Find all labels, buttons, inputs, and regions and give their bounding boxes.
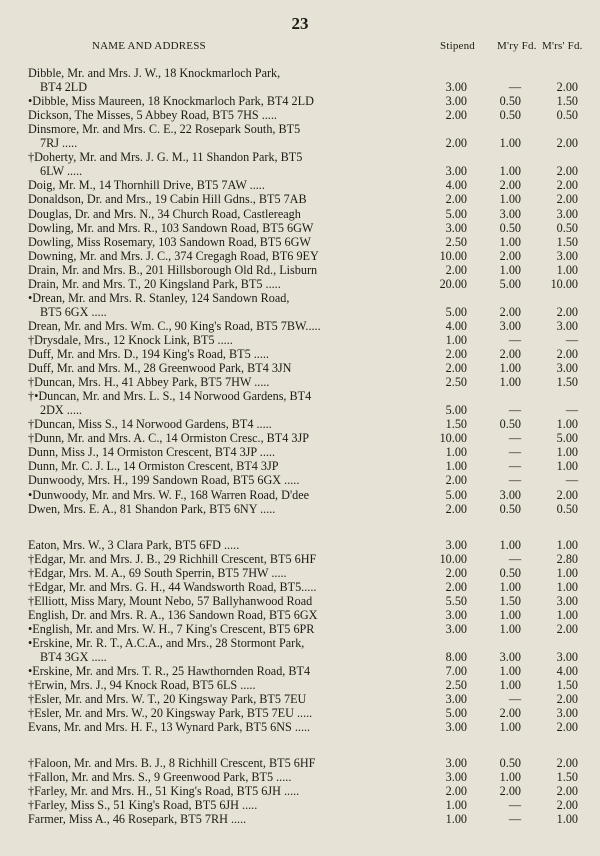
list-item xyxy=(0,207,600,221)
stipend-value: 3.00 xyxy=(445,221,467,235)
stipend-value: 3.00 xyxy=(445,94,467,108)
stipend-value: 3.00 xyxy=(445,720,467,734)
entry-name-address: Duff, Mr. and Mrs. D., 194 King's Road, BT5 ..... xyxy=(28,347,269,361)
missionary-fund-value: 1.00 xyxy=(499,538,521,552)
ministers-fund-value: 3.00 xyxy=(556,319,578,333)
entry-name-address: Dunwoody, Mrs. H., 199 Sandown Road, BT5 6GX ..... xyxy=(28,473,300,487)
stipend-value: 5.00 xyxy=(445,305,467,319)
ministers-fund-value: 2.00 xyxy=(556,347,578,361)
list-item xyxy=(0,417,600,431)
entry-name-address: †Edgar, Mr. and Mrs. G. H., 44 Wandsworth Road, BT5..... xyxy=(28,580,317,594)
stipend-value: 10.00 xyxy=(439,552,467,566)
list-item xyxy=(0,263,600,277)
ministers-fund-value: — xyxy=(565,473,578,487)
header-stipend: Stipend xyxy=(440,40,476,52)
ministers-fund-value: 1.00 xyxy=(556,812,578,826)
list-item xyxy=(0,770,600,784)
stipend-value: 2.00 xyxy=(445,347,467,361)
missionary-fund-value: 3.00 xyxy=(499,207,521,221)
ministers-fund-value: 2.00 xyxy=(556,720,578,734)
stipend-value: 3.00 xyxy=(445,608,467,622)
header-name-address: NAME AND ADDRESS xyxy=(92,40,206,52)
entry-name-address: Dinsmore, Mr. and Mrs. C. E., 22 Rosepark South, BT5 xyxy=(28,122,301,136)
ministers-fund-value: 4.00 xyxy=(556,664,578,678)
entry-name-address: 6LW ..... xyxy=(40,164,83,178)
ministers-fund-value: 0.50 xyxy=(556,221,578,235)
missionary-fund-value: 1.00 xyxy=(499,164,521,178)
stipend-value: 1.00 xyxy=(445,798,467,812)
missionary-fund-value: 1.00 xyxy=(499,192,521,206)
missionary-fund-value: 3.00 xyxy=(499,319,521,333)
entry-name-address: †Esler, Mr. and Mrs. W., 20 Kingsway Park, BT5 7EU ..... xyxy=(28,706,313,720)
missionary-fund-value: 0.50 xyxy=(499,566,521,580)
stipend-value: 4.00 xyxy=(445,319,467,333)
ministers-fund-value: 10.00 xyxy=(550,277,578,291)
missionary-fund-value: 2.00 xyxy=(499,305,521,319)
missionary-fund-value: — xyxy=(508,445,521,459)
entry-name-address: •Drean, Mr. and Mrs. R. Stanley, 124 Sandown Road, xyxy=(28,291,290,305)
list-item xyxy=(0,473,600,487)
missionary-fund-value: — xyxy=(508,552,521,566)
list-item xyxy=(0,580,600,594)
missionary-fund-value: 2.00 xyxy=(499,249,521,263)
entry-name-address: •Dibble, Miss Maureen, 18 Knockmarloch Park, BT4 2LD xyxy=(28,94,314,108)
list-item xyxy=(0,502,600,516)
stipend-value: 5.50 xyxy=(445,594,467,608)
entry-name-address: 7RJ ..... xyxy=(40,136,78,150)
entry-name-address: †Elliott, Miss Mary, Mount Nebo, 57 Ballyhanwood Road xyxy=(28,594,313,608)
entry-name-address: Downing, Mr. and Mrs. J. C., 374 Cregagh Road, BT6 9EY xyxy=(28,249,319,263)
entry-name-address: •Erskine, Mr. and Mrs. T. R., 25 Hawthornden Road, BT4 xyxy=(28,664,311,678)
entry-name-address: 2DX ..... xyxy=(40,403,82,417)
list-item xyxy=(0,333,600,347)
list-item xyxy=(0,720,600,734)
missionary-fund-value: 1.00 xyxy=(499,720,521,734)
missionary-fund-value: 0.50 xyxy=(499,108,521,122)
stipend-value: 1.00 xyxy=(445,333,467,347)
list-item xyxy=(0,431,600,445)
list-item xyxy=(0,136,600,150)
list-item xyxy=(0,784,600,798)
list-item xyxy=(0,812,600,826)
entry-name-address: †•Duncan, Mr. and Mrs. L. S., 14 Norwood Gardens, BT4 xyxy=(28,389,312,403)
entry-name-address: English, Dr. and Mrs. R. A., 136 Sandown Road, BT5 6GX xyxy=(28,608,318,622)
missionary-fund-value: 1.00 xyxy=(499,664,521,678)
entry-name-address: •Dunwoody, Mr. and Mrs. W. F., 168 Warren Road, D'dee xyxy=(28,488,310,502)
list-item xyxy=(0,552,600,566)
stipend-value: 2.00 xyxy=(445,784,467,798)
ministers-fund-value: 3.00 xyxy=(556,361,578,375)
missionary-fund-value: — xyxy=(508,798,521,812)
missionary-fund-value: 1.50 xyxy=(499,594,521,608)
missionary-fund-value: — xyxy=(508,692,521,706)
stipend-value: 2.00 xyxy=(445,192,467,206)
stipend-value: 10.00 xyxy=(439,249,467,263)
list-item xyxy=(0,459,600,473)
list-item xyxy=(0,221,600,235)
list-item xyxy=(0,756,600,770)
ministers-fund-value: 2.00 xyxy=(556,692,578,706)
stipend-value: 2.00 xyxy=(445,263,467,277)
entry-name-address: Douglas, Dr. and Mrs. N., 34 Church Road, Castlereagh xyxy=(28,207,301,221)
entry-name-address: †Farley, Miss S., 51 King's Road, BT5 6JH ..... xyxy=(28,798,258,812)
entry-name-address: BT5 6GX ..... xyxy=(40,305,107,319)
list-item xyxy=(0,164,600,178)
ministers-fund-value: 1.00 xyxy=(556,566,578,580)
ministers-fund-value: 2.00 xyxy=(556,488,578,502)
list-item xyxy=(0,94,600,108)
stipend-value: 20.00 xyxy=(439,277,467,291)
missionary-fund-value: 3.00 xyxy=(499,650,521,664)
stipend-value: 7.00 xyxy=(445,664,467,678)
stipend-value: 2.00 xyxy=(445,580,467,594)
ministers-fund-value: 1.00 xyxy=(556,445,578,459)
entry-name-address: Drain, Mr. and Mrs. T., 20 Kingsland Park, BT5 ..... xyxy=(28,277,281,291)
ministers-fund-value: 1.00 xyxy=(556,538,578,552)
ministers-fund-value: 0.50 xyxy=(556,502,578,516)
stipend-value: 8.00 xyxy=(445,650,467,664)
ministers-fund-value: 1.50 xyxy=(556,770,578,784)
entry-name-address: Eaton, Mrs. W., 3 Clara Park, BT5 6FD ..... xyxy=(28,538,240,552)
missionary-fund-value: 1.00 xyxy=(499,136,521,150)
list-item xyxy=(0,150,600,164)
entry-name-address: Doig, Mr. M., 14 Thornhill Drive, BT5 7AW ..... xyxy=(28,178,265,192)
entry-name-address: †Farley, Mr. and Mrs. H., 51 King's Road, BT5 6JH ..... xyxy=(28,784,300,798)
header-missionary-fund: M'ry Fd. xyxy=(497,40,537,52)
list-item xyxy=(0,235,600,249)
list-item xyxy=(0,636,600,650)
missionary-fund-value: 0.50 xyxy=(499,221,521,235)
list-item xyxy=(0,375,600,389)
ministers-fund-value: 2.00 xyxy=(556,136,578,150)
list-item xyxy=(0,594,600,608)
missionary-fund-value: 1.00 xyxy=(499,622,521,636)
ministers-fund-value: 2.00 xyxy=(556,164,578,178)
missionary-fund-value: — xyxy=(508,431,521,445)
missionary-fund-value: 2.00 xyxy=(499,706,521,720)
entry-name-address: Dwen, Mrs. E. A., 81 Shandon Park, BT5 6NY ..... xyxy=(28,502,276,516)
list-item xyxy=(0,361,600,375)
stipend-value: 2.00 xyxy=(445,108,467,122)
stipend-value: 3.00 xyxy=(445,756,467,770)
ministers-fund-value: 2.00 xyxy=(556,756,578,770)
ministers-fund-value: 1.00 xyxy=(556,417,578,431)
ministers-fund-value: 1.50 xyxy=(556,235,578,249)
missionary-fund-value: 5.00 xyxy=(499,277,521,291)
missionary-fund-value: 2.00 xyxy=(499,178,521,192)
missionary-fund-value: — xyxy=(508,80,521,94)
missionary-fund-value: 1.00 xyxy=(499,235,521,249)
entry-name-address: †Doherty, Mr. and Mrs. J. G. M., 11 Shandon Park, BT5 xyxy=(28,150,303,164)
missionary-fund-value: 1.00 xyxy=(499,678,521,692)
ministers-fund-value: 0.50 xyxy=(556,108,578,122)
ministers-fund-value: 1.50 xyxy=(556,375,578,389)
missionary-fund-value: 0.50 xyxy=(499,417,521,431)
list-item xyxy=(0,403,600,417)
entry-name-address: †Drysdale, Mrs., 12 Knock Link, BT5 ..... xyxy=(28,333,233,347)
missionary-fund-value: — xyxy=(508,333,521,347)
stipend-value: 1.00 xyxy=(445,445,467,459)
entry-name-address: †Dunn, Mr. and Mrs. A. C., 14 Ormiston Cresc., BT4 3JP xyxy=(28,431,309,445)
entry-name-address: •Erskine, Mr. R. T., A.C.A., and Mrs., 28 Stormont Park, xyxy=(28,636,305,650)
stipend-value: 5.00 xyxy=(445,207,467,221)
missionary-fund-value: 1.00 xyxy=(499,608,521,622)
ministers-fund-value: 1.00 xyxy=(556,459,578,473)
ministers-fund-value: — xyxy=(565,333,578,347)
ministers-fund-value: 2.00 xyxy=(556,784,578,798)
list-item xyxy=(0,445,600,459)
entry-name-address: †Faloon, Mr. and Mrs. B. J., 8 Richhill Crescent, BT5 6HF xyxy=(28,756,316,770)
missionary-fund-value: 3.00 xyxy=(499,488,521,502)
list-item xyxy=(0,178,600,192)
ministers-fund-value: 3.00 xyxy=(556,207,578,221)
list-item xyxy=(0,66,600,80)
stipend-value: 5.00 xyxy=(445,706,467,720)
list-item xyxy=(0,706,600,720)
list-item xyxy=(0,692,600,706)
stipend-value: 10.00 xyxy=(439,431,467,445)
ministers-fund-value: 3.00 xyxy=(556,650,578,664)
stipend-value: 1.50 xyxy=(445,417,467,431)
ministers-fund-value: 2.00 xyxy=(556,192,578,206)
list-item xyxy=(0,538,600,552)
ministers-fund-value: 3.00 xyxy=(556,594,578,608)
missionary-fund-value: 0.50 xyxy=(499,94,521,108)
ministers-fund-value: 1.50 xyxy=(556,94,578,108)
entry-name-address: Farmer, Miss A., 46 Rosepark, BT5 7RH ..... xyxy=(28,812,247,826)
missionary-fund-value: 2.00 xyxy=(499,784,521,798)
ministers-fund-value: 5.00 xyxy=(556,431,578,445)
list-item xyxy=(0,650,600,664)
ministers-fund-value: 3.00 xyxy=(556,706,578,720)
ministers-fund-value: 2.00 xyxy=(556,178,578,192)
ministers-fund-value: 1.00 xyxy=(556,608,578,622)
entry-name-address: Evans, Mr. and Mrs. H. F., 13 Wynard Park, BT5 6NS ..... xyxy=(28,720,311,734)
ministers-fund-value: 1.50 xyxy=(556,678,578,692)
list-item xyxy=(0,608,600,622)
list-item xyxy=(0,664,600,678)
ministers-fund-value: 2.00 xyxy=(556,798,578,812)
entry-name-address: Dowling, Mr. and Mrs. R., 103 Sandown Road, BT5 6GW xyxy=(28,221,314,235)
list-item xyxy=(0,192,600,206)
missionary-fund-value: — xyxy=(508,459,521,473)
list-item xyxy=(0,347,600,361)
entry-name-address: Dowling, Miss Rosemary, 103 Sandown Road, BT5 6GW xyxy=(28,235,311,249)
missionary-fund-value: 2.00 xyxy=(499,347,521,361)
entry-name-address: Dibble, Mr. and Mrs. J. W., 18 Knockmarloch Park, xyxy=(28,66,281,80)
entry-name-address: Dickson, The Misses, 5 Abbey Road, BT5 7HS ..... xyxy=(28,108,277,122)
entry-name-address: †Esler, Mr. and Mrs. W. T., 20 Kingsway Park, BT5 7EU xyxy=(28,692,307,706)
entry-name-address: Duff, Mr. and Mrs. M., 28 Greenwood Park, BT4 3JN xyxy=(28,361,292,375)
ministers-fund-value: 1.00 xyxy=(556,263,578,277)
ministers-fund-value: 3.00 xyxy=(556,249,578,263)
list-item xyxy=(0,277,600,291)
stipend-value: 3.00 xyxy=(445,622,467,636)
stipend-value: 2.50 xyxy=(445,235,467,249)
list-item xyxy=(0,291,600,305)
stipend-value: 1.00 xyxy=(445,812,467,826)
ministers-fund-value: 2.00 xyxy=(556,80,578,94)
entry-name-address: †Edgar, Mrs. M. A., 69 South Sperrin, BT5 7HW ..... xyxy=(28,566,287,580)
entry-name-address: †Erwin, Mrs. J., 94 Knock Road, BT5 6LS ..... xyxy=(28,678,256,692)
missionary-fund-value: — xyxy=(508,403,521,417)
list-item xyxy=(0,622,600,636)
entry-name-address: †Edgar, Mr. and Mrs. J. B., 29 Richhill Crescent, BT5 6HF xyxy=(28,552,317,566)
list-item xyxy=(0,305,600,319)
stipend-value: 2.00 xyxy=(445,566,467,580)
stipend-value: 3.00 xyxy=(445,770,467,784)
missionary-fund-value: 0.50 xyxy=(499,502,521,516)
list-item xyxy=(0,108,600,122)
entry-name-address: †Duncan, Miss S., 14 Norwood Gardens, BT4 ..... xyxy=(28,417,272,431)
stipend-value: 2.00 xyxy=(445,473,467,487)
ministers-fund-value: 2.80 xyxy=(556,552,578,566)
ministers-fund-value: 2.00 xyxy=(556,305,578,319)
list-item xyxy=(0,249,600,263)
missionary-fund-value: 1.00 xyxy=(499,770,521,784)
header-ministers-fund: M'rs' Fd. xyxy=(542,40,583,52)
stipend-value: 3.00 xyxy=(445,538,467,552)
entry-name-address: Drean, Mr. and Mrs. Wm. C., 90 King's Road, BT5 7BW..... xyxy=(28,319,321,333)
list-item xyxy=(0,80,600,94)
list-item xyxy=(0,678,600,692)
missionary-fund-value: 1.00 xyxy=(499,580,521,594)
stipend-value: 3.00 xyxy=(445,80,467,94)
list-item xyxy=(0,566,600,580)
stipend-value: 3.00 xyxy=(445,164,467,178)
stipend-value: 1.00 xyxy=(445,459,467,473)
entry-name-address: Drain, Mr. and Mrs. B., 201 Hillsborough Old Rd., Lisburn xyxy=(28,263,318,277)
entry-name-address: Dunn, Mr. C. J. L., 14 Ormiston Crescent, BT4 3JP xyxy=(28,459,279,473)
missionary-fund-value: — xyxy=(508,812,521,826)
list-item xyxy=(0,389,600,403)
entry-name-address: •English, Mr. and Mrs. W. H., 7 King's Crescent, BT5 6PR xyxy=(28,622,315,636)
stipend-value: 2.00 xyxy=(445,502,467,516)
stipend-value: 2.00 xyxy=(445,361,467,375)
stipend-value: 5.00 xyxy=(445,403,467,417)
ministers-fund-value: 1.00 xyxy=(556,580,578,594)
page-number: 23 xyxy=(291,14,309,33)
list-item xyxy=(0,488,600,502)
list-item xyxy=(0,122,600,136)
ministers-fund-value: 2.00 xyxy=(556,622,578,636)
list-item xyxy=(0,319,600,333)
entry-name-address: †Duncan, Mrs. H., 41 Abbey Park, BT5 7HW ..... xyxy=(28,375,270,389)
entry-name-address: Donaldson, Dr. and Mrs., 19 Cabin Hill Gdns., BT5 7AB xyxy=(28,192,307,206)
entry-name-address: BT4 3GX ..... xyxy=(40,650,107,664)
missionary-fund-value: 1.00 xyxy=(499,263,521,277)
missionary-fund-value: 1.00 xyxy=(499,375,521,389)
stipend-value: 2.50 xyxy=(445,375,467,389)
stipend-value: 5.00 xyxy=(445,488,467,502)
entry-name-address: BT4 2LD xyxy=(40,80,88,94)
missionary-fund-value: — xyxy=(508,473,521,487)
list-item xyxy=(0,798,600,812)
entry-name-address: †Fallon, Mr. and Mrs. S., 9 Greenwood Park, BT5 ..... xyxy=(28,770,292,784)
entry-name-address: Dunn, Miss J., 14 Ormiston Crescent, BT4 3JP ..... xyxy=(28,445,276,459)
stipend-value: 3.00 xyxy=(445,692,467,706)
ministers-fund-value: — xyxy=(565,403,578,417)
stipend-value: 4.00 xyxy=(445,178,467,192)
stipend-value: 2.50 xyxy=(445,678,467,692)
stipend-value: 2.00 xyxy=(445,136,467,150)
missionary-fund-value: 1.00 xyxy=(499,361,521,375)
missionary-fund-value: 0.50 xyxy=(499,756,521,770)
